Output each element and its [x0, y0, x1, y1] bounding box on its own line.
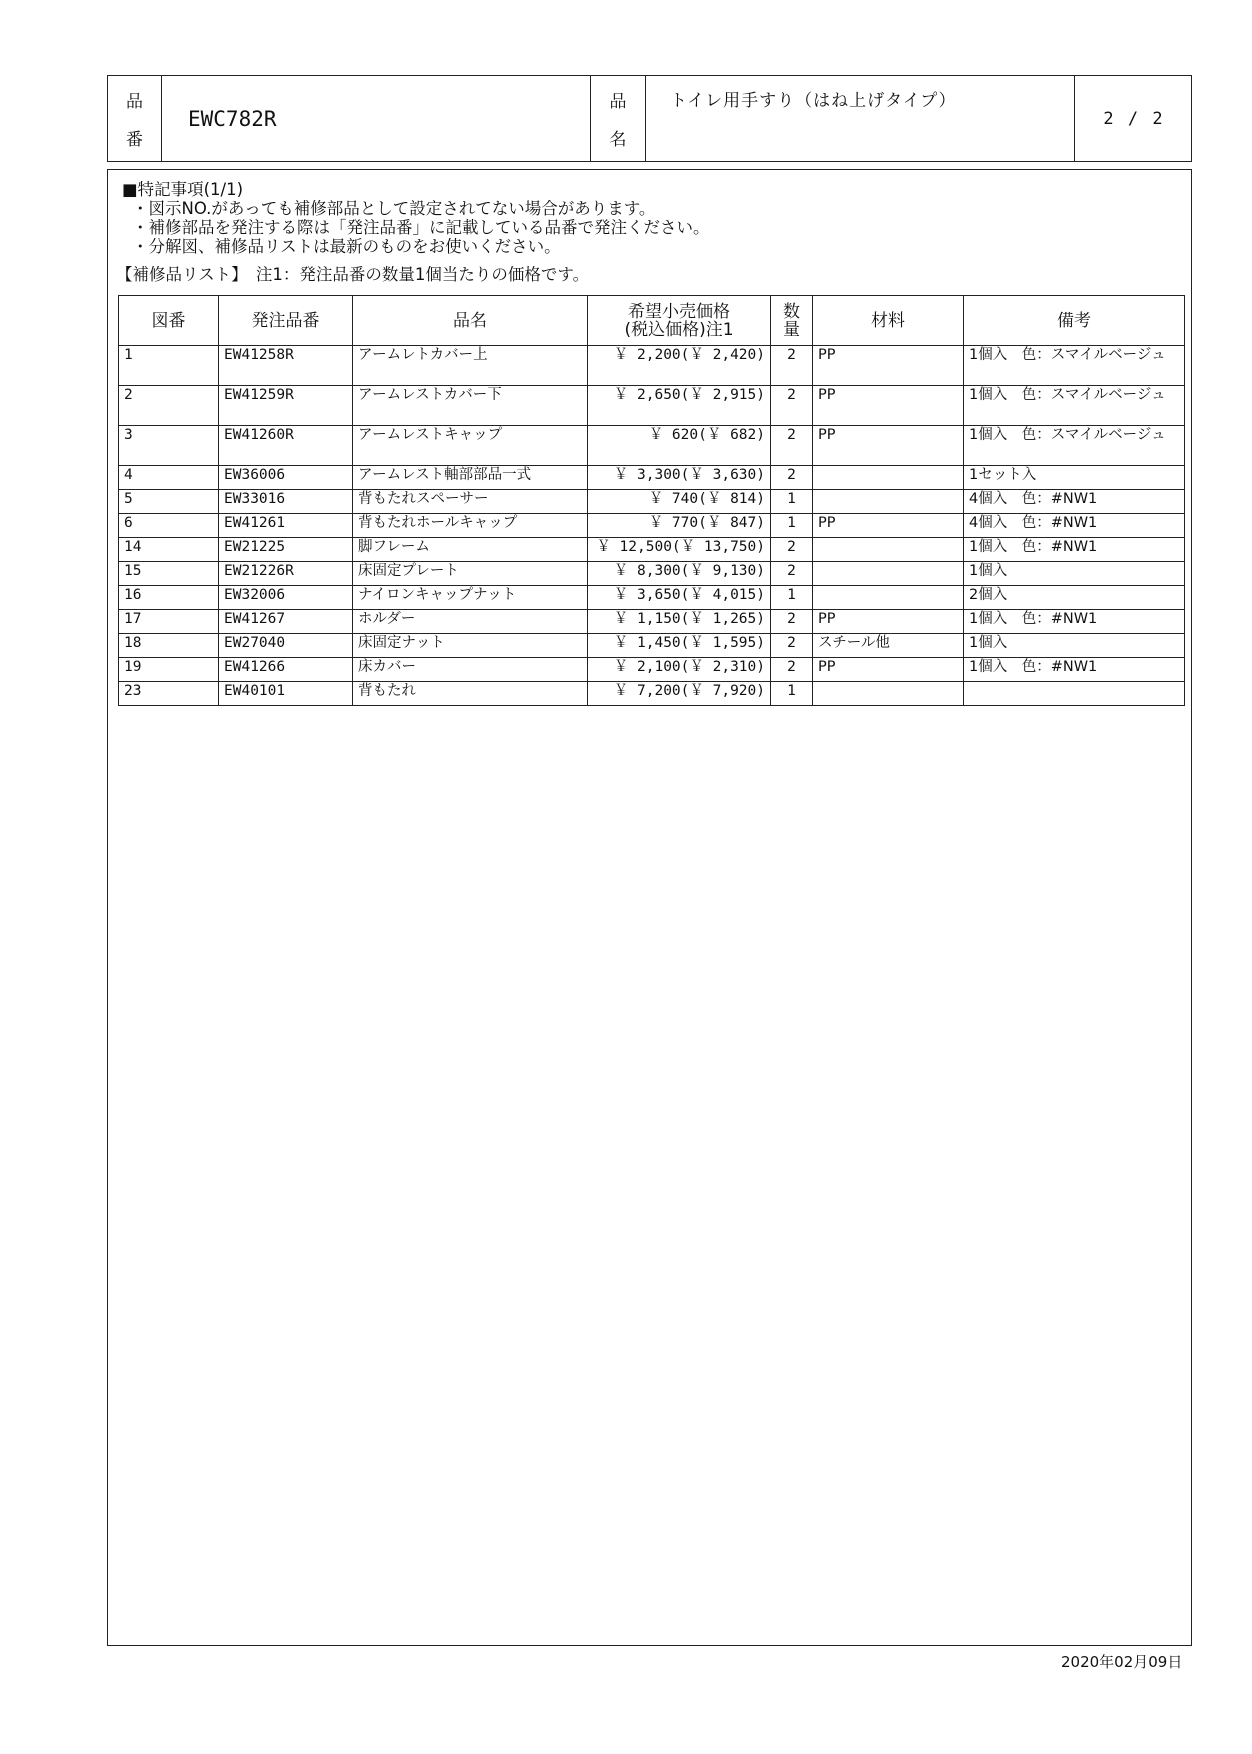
table-row: [119, 562, 1185, 586]
cell-name: ナイロンキャップナット: [353, 586, 588, 610]
cell-fig: 2: [119, 386, 219, 426]
cell-price: ￥ 2,200(￥ 2,420): [588, 346, 771, 386]
part-no-label-bottom: 番: [126, 130, 143, 151]
cell-qty: 2: [771, 466, 813, 490]
cell-price: ￥ 8,300(￥ 9,130): [588, 562, 771, 586]
cell-material: スチール他: [813, 634, 964, 658]
cell-order: EW36006: [219, 466, 353, 490]
cell-qty: 2: [771, 562, 813, 586]
notes-heading: ■特記事項(1/1): [122, 180, 244, 199]
cell-material: [813, 538, 964, 562]
cell-qty: 1: [771, 490, 813, 514]
cell-price: ￥ 620(￥ 682): [588, 426, 771, 466]
cell-qty: 2: [771, 426, 813, 466]
cell-qty: 2: [771, 538, 813, 562]
cell-price: ￥ 770(￥ 847): [588, 514, 771, 538]
table-row: [119, 386, 1185, 426]
special-notes: [122, 180, 710, 256]
cell-remarks: 1個入 色：スマイルベージュ: [964, 426, 1185, 466]
parts-table: [118, 295, 1185, 706]
cell-remarks: 1個入: [964, 634, 1185, 658]
cell-name: ホルダー: [353, 610, 588, 634]
cell-material: PP: [813, 658, 964, 682]
cell-price: ￥ 1,450(￥ 1,595): [588, 634, 771, 658]
cell-material: [813, 490, 964, 514]
cell-price: ￥ 3,650(￥ 4,015): [588, 586, 771, 610]
table-row: [119, 426, 1185, 466]
cell-fig: 23: [119, 682, 219, 706]
cell-remarks: 1個入 色：スマイルベージュ: [964, 346, 1185, 386]
cell-qty: 2: [771, 386, 813, 426]
cell-name: アームレストカバー下: [353, 386, 588, 426]
cell-qty: 2: [771, 346, 813, 386]
table-row: [119, 634, 1185, 658]
cell-name: アームレトカバー上: [353, 346, 588, 386]
cell-material: [813, 466, 964, 490]
cell-name: 脚フレーム: [353, 538, 588, 562]
cell-price: ￥ 12,500(￥ 13,750): [588, 538, 771, 562]
cell-fig: 14: [119, 538, 219, 562]
cell-name: 床固定ナット: [353, 634, 588, 658]
cell-fig: 6: [119, 514, 219, 538]
cell-name: 床カバー: [353, 658, 588, 682]
cell-fig: 15: [119, 562, 219, 586]
table-row: [119, 610, 1185, 634]
cell-material: [813, 682, 964, 706]
cell-material: PP: [813, 610, 964, 634]
table-row: [119, 514, 1185, 538]
cell-price: ￥ 2,650(￥ 2,915): [588, 386, 771, 426]
cell-remarks: [964, 682, 1185, 706]
table-row: [119, 682, 1185, 706]
cell-order: EW41266: [219, 658, 353, 682]
cell-remarks: 2個入: [964, 586, 1185, 610]
col-qty-line2: 量: [783, 319, 800, 340]
cell-order: EW33016: [219, 490, 353, 514]
col-price-line2: (税込価格)注1: [624, 319, 734, 340]
part-no-label: [108, 76, 162, 161]
cell-remarks: 4個入 色：#NW1: [964, 514, 1185, 538]
table-row: [119, 658, 1185, 682]
cell-material: PP: [813, 346, 964, 386]
cell-fig: 3: [119, 426, 219, 466]
cell-price: ￥ 7,200(￥ 7,920): [588, 682, 771, 706]
note-line: ・分解図、補修品リストは最新のものをお使いください。: [132, 237, 561, 256]
cell-material: PP: [813, 426, 964, 466]
cell-order: EW21225: [219, 538, 353, 562]
cell-qty: 1: [771, 586, 813, 610]
table-row: [119, 346, 1185, 386]
table-row: [119, 466, 1185, 490]
col-material: 材料: [813, 296, 964, 346]
cell-remarks: 1個入 色：#NW1: [964, 610, 1185, 634]
cell-qty: 2: [771, 658, 813, 682]
col-qty-line1: 数: [783, 301, 800, 322]
col-qty: [771, 296, 813, 346]
product-name-label-bottom: 名: [609, 130, 627, 151]
header-box: [107, 75, 1192, 162]
cell-name: 床固定プレート: [353, 562, 588, 586]
cell-remarks: 4個入 色：#NW1: [964, 490, 1185, 514]
cell-price: ￥ 740(￥ 814): [588, 490, 771, 514]
part-no-value: EWC782R: [162, 76, 591, 161]
cell-fig: 4: [119, 466, 219, 490]
cell-order: EW40101: [219, 682, 353, 706]
table-row: [119, 586, 1185, 610]
cell-material: [813, 562, 964, 586]
cell-fig: 17: [119, 610, 219, 634]
cell-order: EW41261: [219, 514, 353, 538]
cell-name: アームレストキャップ: [353, 426, 588, 466]
col-order-no: 発注品番: [219, 296, 353, 346]
cell-remarks: 1個入: [964, 562, 1185, 586]
cell-fig: 18: [119, 634, 219, 658]
cell-price: ￥ 2,100(￥ 2,310): [588, 658, 771, 682]
col-fig-no: 図番: [119, 296, 219, 346]
page-indicator: 2 / 2: [1103, 108, 1163, 129]
col-name: 品名: [353, 296, 588, 346]
cell-order: EW41259R: [219, 386, 353, 426]
col-price-line1: 希望小売価格: [628, 301, 730, 322]
cell-name: アームレスト軸部部品一式: [353, 466, 588, 490]
cell-order: EW27040: [219, 634, 353, 658]
cell-qty: 1: [771, 514, 813, 538]
cell-price: ￥ 1,150(￥ 1,265): [588, 610, 771, 634]
cell-remarks: 1個入 色：スマイルベージュ: [964, 386, 1185, 426]
cell-fig: 1: [119, 346, 219, 386]
table-row: [119, 538, 1185, 562]
product-name-label: [591, 76, 646, 161]
cell-price: ￥ 3,300(￥ 3,630): [588, 466, 771, 490]
col-remarks: 備考: [964, 296, 1185, 346]
cell-remarks: 1個入 色：#NW1: [964, 658, 1185, 682]
note-line: ・補修部品を発注する際は「発注品番」に記載している品番で発注ください。: [132, 218, 710, 237]
cell-fig: 19: [119, 658, 219, 682]
cell-name: 背もたれスペーサー: [353, 490, 588, 514]
cell-material: [813, 586, 964, 610]
cell-order: EW21226R: [219, 562, 353, 586]
table-header-row: [119, 296, 1185, 346]
cell-qty: 2: [771, 610, 813, 634]
cell-order: EW41258R: [219, 346, 353, 386]
cell-order: EW41267: [219, 610, 353, 634]
cell-qty: 2: [771, 634, 813, 658]
parts-list-title: 【補修品リスト】 注1：発注品番の数量1個当たりの価格です。: [116, 265, 590, 284]
cell-fig: 5: [119, 490, 219, 514]
note-line: ・図示NO.があっても補修部品として設定されてない場合があります。: [132, 199, 656, 218]
issue-date: 2020年02月09日: [1061, 1653, 1183, 1671]
cell-order: EW41260R: [219, 426, 353, 466]
cell-name: 背もたれホールキャップ: [353, 514, 588, 538]
col-price: [588, 296, 771, 346]
cell-fig: 16: [119, 586, 219, 610]
product-name-label-top: 品: [609, 91, 627, 112]
cell-name: 背もたれ: [353, 682, 588, 706]
cell-material: PP: [813, 386, 964, 426]
cell-remarks: 1個入 色：#NW1: [964, 538, 1185, 562]
part-no-label-top: 品: [126, 91, 143, 112]
cell-qty: 1: [771, 682, 813, 706]
cell-order: EW32006: [219, 586, 353, 610]
table-row: [119, 490, 1185, 514]
cell-material: PP: [813, 514, 964, 538]
cell-remarks: 1セット入: [964, 466, 1185, 490]
product-name-value: トイレ用手すり（はね上げタイプ）: [646, 76, 1075, 161]
